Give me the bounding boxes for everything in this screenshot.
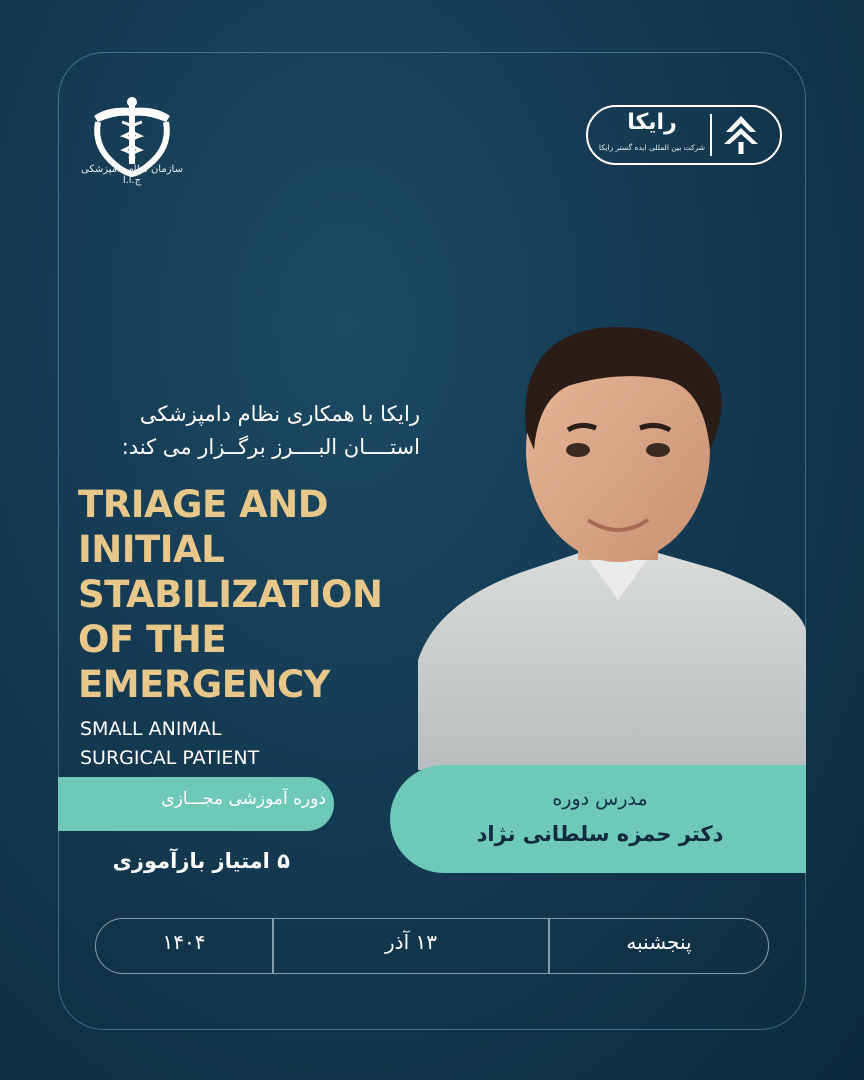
- title-line: STABILIZATION: [78, 573, 383, 616]
- title-line: INITIAL: [78, 528, 225, 571]
- logo-divider: [710, 114, 712, 156]
- schedule-day: پنجشنبه: [626, 930, 692, 954]
- instructor-name: دکتر حمزه سلطانی نژاد: [476, 822, 724, 846]
- raika-tree-icon: [716, 112, 766, 158]
- schedule-year: ۱۴۰۴: [162, 930, 206, 954]
- schedule-date: ۱۳ آذر: [385, 930, 437, 954]
- course-type-label: دوره آموزشی مجـــازی: [161, 789, 326, 809]
- subtitle-line: SURGICAL PATIENT: [80, 747, 260, 769]
- intro-text: [80, 398, 420, 464]
- course-subtitle: [80, 715, 380, 773]
- instructor-photo: [418, 300, 806, 770]
- subtitle-line: SMALL ANIMAL: [80, 718, 222, 740]
- education-points: ۵ امتیاز بازآموزی: [112, 849, 290, 873]
- title-line: EMERGENCY: [78, 663, 330, 706]
- brand-name: رایکا: [627, 110, 677, 135]
- instructor-role: مدرس دوره: [552, 788, 648, 810]
- intro-line-1: رایکا با همکاری نظام دامپزشکی: [139, 402, 420, 426]
- brand-subtitle: شرکت بین المللی ایده گستر رایکا: [598, 143, 706, 152]
- title-line: TRIAGE AND: [78, 483, 328, 526]
- course-title: [78, 482, 438, 707]
- title-line: OF THE: [78, 618, 227, 661]
- intro-line-2: استــــان البــــرز برگــزار می کند:: [121, 435, 420, 459]
- emblem-caption: سازمان نظام دامپزشکی ج.ا.ا: [81, 164, 183, 186]
- instructor-badge: [390, 765, 806, 873]
